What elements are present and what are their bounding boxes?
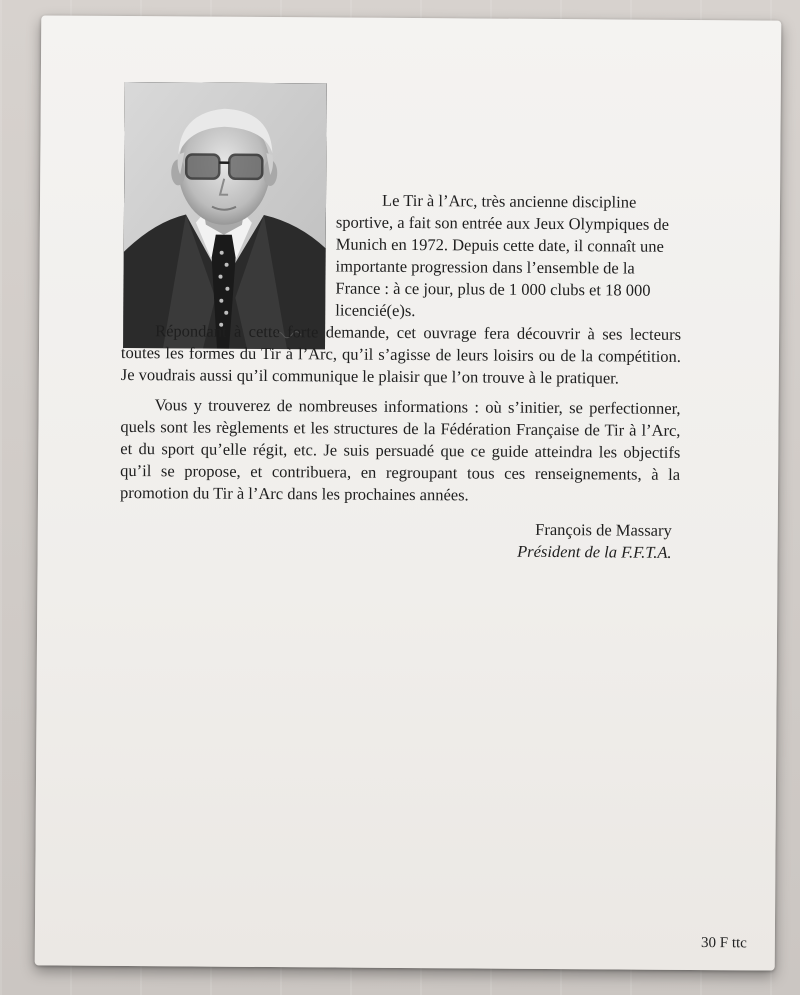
intro-paragraph: Le Tir à l’Arc, très ancienne discipline sportive, a fait son entrée aux Jeux Olympiques de Munich en 1972. Depuis cette date, il connaît une importante progression dans l’ensemble de la France : à ce jour, plus de 1 000 clubs et 18 000 licencié(e)s. xyxy=(335,190,670,321)
price-label: 30 F ttc xyxy=(700,935,747,952)
book-back-cover xyxy=(35,15,782,970)
signature-block xyxy=(120,516,680,564)
paragraph-2: Répondant à cette forte demande, cet ouvrage fera découvrir à ses lecteurs toutes les formes du Tir à l’Arc, qu’il s’agisse de leurs loisirs ou de la compétition. Je voudrais aussi qu’il communique le plaisir que l’on trouve à le pratiquer. xyxy=(120,321,682,388)
back-cover-text xyxy=(120,188,683,564)
signature-role: Président de la F.F.T.A. xyxy=(517,541,672,562)
paragraph-3: Vous y trouverez de nombreuses informations : où s’initier, se perfectionner, quels sont les règlements et les structures de la Fédération Française de Tir à l’Arc, et du sport qu’elle régit, etc. Je suis persuadé que ce guide atteindra les objectifs qu’il se propose, et contribuera, en regroupant tous ces renseignements, à la promotion du Tir à l’Arc dans les prochaines années. xyxy=(119,395,681,505)
signature-name: François de Massary xyxy=(535,519,672,540)
